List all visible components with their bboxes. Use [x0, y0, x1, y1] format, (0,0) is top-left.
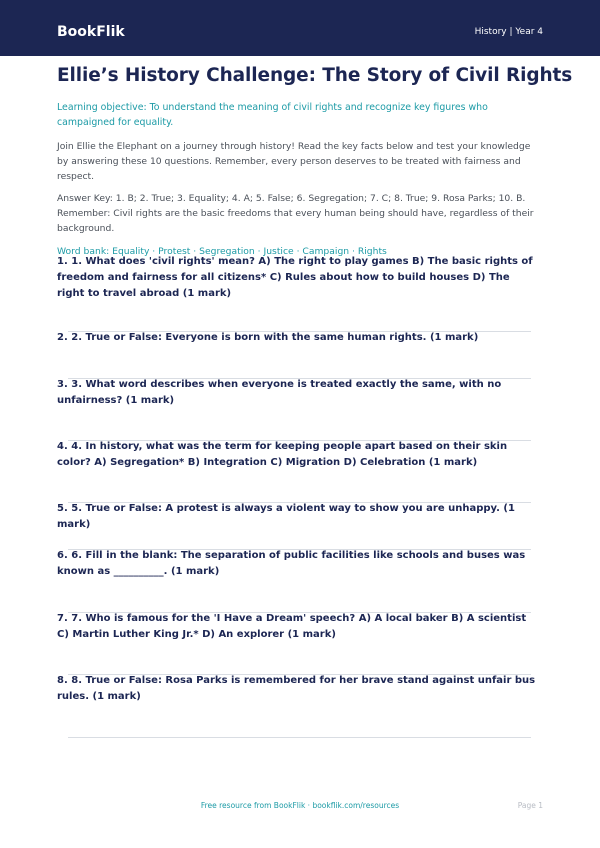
question-7: 7. 7. Who is famous for the 'I Have a Dream' speech? A) A local baker B) A scientist C) Martin Luther King Jr.* D) An explorer (1 mark) — [57, 613, 527, 640]
page-title: Ellie’s History Challenge: The Story of Civil Rights — [57, 65, 573, 86]
word-bank: Word bank: Equality · Protest · Segregation · Justice · Campaign · Rights — [57, 246, 387, 257]
brand-logo[interactable]: BookFlik — [57, 24, 125, 40]
question-3: 3. 3. What word describes when everyone is treated exactly the same, with no unfairness? (1 mark) — [57, 379, 502, 406]
page-number: Page 1 — [517, 801, 543, 810]
breadcrumb: History | Year 4 — [474, 27, 543, 37]
intro-section — [57, 64, 573, 259]
question-8: 8. 8. True or False: Rosa Parks is remembered for her brave stand against unfair bus rules. (1 mark) — [57, 675, 536, 702]
intro-text: Join Ellie the Elephant on a journey through history! Read the key facts below and test your knowledge by answering these 10 questions. Remember, every person deserves to be treated with fairness and respect. — [57, 141, 531, 182]
footer-text[interactable]: Free resource from BookFlik · bookflik.com/resources — [200, 801, 400, 810]
top-bar — [0, 0, 600, 56]
question-2: 2. 2. True or False: Everyone is born with the same human rights. (1 mark) — [57, 332, 479, 343]
answer-line-8 — [68, 737, 531, 738]
answer-key: Answer Key: 1. B; 2. True; 3. Equality; 4. A; 5. False; 6. Segregation; 7. C; 8. True; 9. Rosa Parks; 10. B. Remember: Civil rights are the basic freedoms that every human being should have, regardless of their background. — [57, 193, 534, 234]
question-5: 5. 5. True or False: A protest is always a violent way to show you are unhappy. (1 mark) — [57, 503, 515, 530]
learning-objective: Learning objective: To understand the meaning of civil rights and recognize key figures who campaigned for equality. — [57, 102, 488, 128]
question-4: 4. 4. In history, what was the term for keeping people apart based on their skin color? A) Segregation* B) Integration C) Migration D) Celebration (1 mark) — [57, 441, 508, 468]
question-1: 1. 1. What does 'civil rights' mean? A) The right to play games B) The basic rights of freedom and fairness for all citizens* C) Rules about how to build houses D) The right to travel abroad (1 mark) — [57, 256, 533, 299]
question-6: 6. 6. Fill in the blank: The separation of public facilities like schools and buses was known as __________. (1 mark) — [57, 550, 526, 577]
